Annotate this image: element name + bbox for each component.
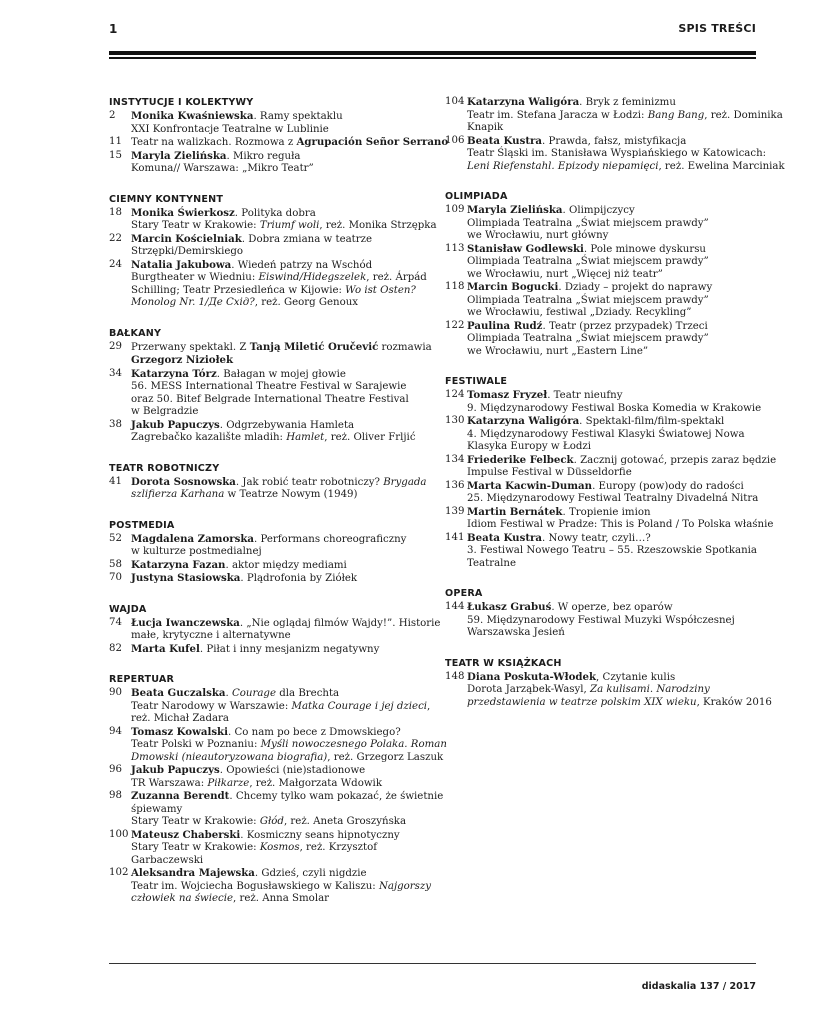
section-title: POSTMEDIA bbox=[109, 519, 175, 531]
toc-column-left bbox=[109, 96, 449, 923]
entry-text bbox=[131, 617, 440, 643]
toc-entry bbox=[109, 559, 431, 573]
toc-section bbox=[109, 603, 441, 657]
toc-section bbox=[109, 193, 437, 310]
entry-text bbox=[131, 829, 431, 868]
section-title: TEATR W KSIĄŻKACH bbox=[445, 657, 562, 669]
entry-page-number: 139 bbox=[445, 505, 465, 517]
entry-text bbox=[467, 480, 759, 506]
entry-text bbox=[467, 281, 759, 320]
toc-section bbox=[109, 96, 449, 176]
toc-entry bbox=[109, 725, 447, 765]
entry-line: Martin Bernátek. Tropienie imion bbox=[467, 505, 651, 518]
entry-text bbox=[467, 454, 776, 480]
entry-line: w Belgradzie bbox=[131, 406, 199, 417]
entry-line: Knapik bbox=[467, 122, 504, 133]
entry-line: Burgtheater w Wiedniu: Eiswind/Hidegszelek, reż. Árpád bbox=[131, 272, 427, 283]
entry-text bbox=[467, 204, 759, 243]
entry-line: człowiek na świecie, reż. Anna Smolar bbox=[131, 893, 330, 904]
entry-line: Strzępki/Demirskiego bbox=[131, 246, 244, 257]
entry-line: Dmowski (nieautoryzowana biografia), reż. Grzegorz Laszuk bbox=[131, 751, 444, 763]
section-title: FESTIWALE bbox=[445, 376, 508, 387]
entry-line: Dorota Jarząbek-Wasyl, Za kulisami. Narodziny bbox=[467, 684, 710, 695]
entry-page-number: 118 bbox=[445, 281, 465, 292]
page-number: 1 bbox=[109, 22, 118, 36]
toc-section bbox=[445, 190, 759, 358]
entry-text bbox=[131, 790, 443, 829]
entry-line: we Wrocławiu, nurt „Eastern Line” bbox=[467, 345, 649, 357]
entry-line: Marcin Bogucki. Dziady – projekt do naprawy bbox=[467, 281, 713, 293]
entry-line: Aleksandra Majewska. Gdzieś, czyli nigdzie bbox=[131, 867, 367, 879]
entry-page-number: 130 bbox=[445, 415, 465, 426]
entry-line: Warszawska Jesień bbox=[467, 627, 565, 638]
entry-line: Paulina Rudź. Teatr (przez przypadek) Trzeci bbox=[467, 319, 708, 332]
entry-line: przedstawienia w teatrze polskim XIX wieku, Kraków 2016 bbox=[467, 696, 772, 708]
toc-entry bbox=[445, 204, 759, 243]
entry-page-number: 15 bbox=[109, 149, 122, 161]
toc-entry bbox=[109, 867, 431, 906]
toc-entry bbox=[445, 320, 759, 359]
entry-page-number: 70 bbox=[109, 572, 122, 583]
entry-text bbox=[467, 601, 759, 640]
entry-text bbox=[131, 867, 431, 906]
entry-text bbox=[467, 532, 759, 571]
entry-line: reż. Michał Zadara bbox=[131, 713, 230, 724]
toc-entry bbox=[109, 616, 441, 643]
entry-text bbox=[467, 96, 783, 135]
entry-page-number: 144 bbox=[445, 601, 465, 612]
toc-entry bbox=[109, 150, 431, 176]
entry-page-number: 58 bbox=[109, 558, 122, 570]
entry-line: Katarzyna Tórz. Bałagan w mojej głowie bbox=[131, 367, 346, 380]
footer-journal-issue: didaskalia 137 / 2017 bbox=[641, 981, 756, 992]
entry-line: małe, krytyczne i alternatywne bbox=[131, 630, 291, 641]
toc-entry bbox=[445, 415, 759, 454]
entry-page-number: 134 bbox=[445, 453, 465, 465]
toc-section bbox=[445, 96, 785, 173]
toc-entry bbox=[109, 136, 449, 150]
entry-line: Zagrebačko kazalište mladih: Hamlet, reż. Oliver Frljić bbox=[131, 432, 416, 443]
toc-entry bbox=[445, 389, 762, 415]
entry-line: Komuna// Warszawa: „Mikro Teatr” bbox=[131, 163, 314, 174]
entry-line: Marta Kufel. Piłat i inny mesjanizm negatywny bbox=[131, 642, 380, 655]
entry-page-number: 141 bbox=[445, 531, 465, 543]
entry-line: Garbaczewski bbox=[131, 854, 204, 866]
header-rule-thin bbox=[109, 57, 756, 59]
entry-line: Leni Riefenstahl. Epizody niepamięci, reż. Ewelina Marciniak bbox=[467, 160, 785, 172]
entry-text bbox=[467, 243, 759, 282]
entry-text bbox=[131, 559, 431, 573]
entry-text bbox=[131, 110, 431, 136]
entry-page-number: 104 bbox=[445, 96, 465, 107]
toc-entry bbox=[445, 96, 783, 135]
entry-text bbox=[467, 415, 759, 454]
entry-page-number: 136 bbox=[445, 479, 465, 491]
entry-text bbox=[131, 572, 431, 586]
toc-entry bbox=[109, 829, 431, 868]
entry-line: Beata Guczalska. Courage dla Brechta bbox=[131, 687, 340, 699]
section-title: OLIMPIADA bbox=[445, 191, 508, 202]
entry-line: Monika Kwaśniewska. Ramy spektaklu bbox=[131, 110, 343, 122]
toc-entry bbox=[445, 453, 777, 480]
entry-page-number: 109 bbox=[445, 204, 465, 215]
entry-line: Łucja Iwanczewska. „Nie oglądaj filmów Wajdy!”. Historie bbox=[131, 616, 441, 629]
section-title: TEATR ROBOTNICZY bbox=[109, 462, 220, 474]
entry-line: Friederike Felbeck. Zacznij gotować, przepis zaraz będzie bbox=[467, 453, 777, 466]
entry-line: śpiewamy bbox=[131, 803, 183, 815]
entry-page-number: 98 bbox=[109, 790, 122, 801]
entry-line: XXI Konfrontacje Teatralne w Lublinie bbox=[131, 123, 329, 135]
toc-entry bbox=[445, 505, 774, 532]
entry-line: 59. Międzynarodowy Festiwal Muzyki Współczesnej bbox=[467, 614, 735, 626]
entry-text bbox=[131, 643, 431, 657]
entry-line: 3. Festiwal Nowego Teatru – 55. Rzeszowskie Spotkania bbox=[467, 545, 758, 556]
entry-line: Stary Teatr w Krakowie: Kosmos, reż. Krzysztof bbox=[131, 842, 377, 853]
entry-line: 25. Międzynarodowy Festiwal Teatralny Divadelná Nitra bbox=[467, 493, 759, 504]
section-title: REPERTUAR bbox=[109, 674, 175, 685]
entry-text bbox=[131, 150, 431, 176]
toc-entry bbox=[109, 233, 431, 259]
entry-page-number: 22 bbox=[109, 232, 122, 244]
section-title: INSTYTUCJE I KOLEKTYWY bbox=[109, 97, 254, 108]
entry-line: Stary Teatr w Krakowie: Głód, reż. Aneta Groszyńska bbox=[131, 816, 407, 827]
entry-line: 4. Międzynarodowy Festiwal Klasyki Światowej Nowa bbox=[467, 428, 745, 440]
entry-line: Olimpiada Teatralna „Świat miejscem prawdy” bbox=[467, 333, 709, 344]
entry-line: Teatralne bbox=[467, 557, 516, 569]
toc-section bbox=[445, 657, 772, 710]
entry-page-number: 11 bbox=[109, 136, 122, 147]
section-title: WAJDA bbox=[109, 603, 147, 615]
entry-text bbox=[131, 476, 431, 502]
toc-entry bbox=[109, 206, 437, 233]
entry-line: Stanisław Godlewski. Pole minowe dyskursu bbox=[467, 242, 706, 255]
entry-line: Beata Kustra. Prawda, fałsz, mistyfikacja bbox=[467, 134, 687, 147]
entry-page-number: 29 bbox=[109, 340, 122, 352]
entry-line: Tomasz Kowalski. Co nam po bece z Dmowskiego? bbox=[131, 725, 401, 738]
entry-line: Marta Kacwin-Duman. Europy (pow)ody do radości bbox=[467, 479, 744, 492]
entry-text bbox=[467, 389, 761, 415]
toc-section bbox=[445, 587, 759, 640]
entry-page-number: 24 bbox=[109, 258, 122, 270]
toc-column-right bbox=[445, 96, 785, 726]
entry-text bbox=[131, 259, 431, 310]
entry-text bbox=[467, 506, 773, 532]
entry-line: TR Warszawa: Piłkarze, reż. Małgorzata Wdowik bbox=[131, 777, 382, 789]
entry-line: 56. MESS International Theatre Festival w Sarajewie bbox=[131, 381, 407, 392]
entry-page-number: 122 bbox=[445, 319, 465, 331]
entry-page-number: 124 bbox=[445, 389, 465, 400]
entry-line: Maryla Zielińska. Olimpijczycy bbox=[467, 204, 635, 216]
entry-line: Justyna Stasiowska. Plądrofonia by Ziółek bbox=[131, 572, 358, 584]
entry-text bbox=[467, 320, 759, 359]
entry-line: Grzegorz Niziołek bbox=[131, 354, 234, 366]
toc-section bbox=[109, 673, 447, 906]
entry-page-number: 102 bbox=[109, 867, 129, 878]
entry-text bbox=[131, 233, 431, 259]
toc-entry bbox=[109, 687, 431, 726]
entry-line: oraz 50. Bitef Belgrade International Theatre Festival bbox=[131, 393, 409, 405]
entry-line: Łukasz Grabuś. W operze, bez oparów bbox=[467, 601, 673, 613]
entry-page-number: 82 bbox=[109, 642, 122, 654]
running-title: SPIS TREŚCI bbox=[678, 22, 756, 35]
toc-section bbox=[109, 327, 431, 445]
toc-entry bbox=[109, 572, 431, 586]
entry-line: Teatr Narodowy w Warszawie: Matka Courage i jej dzieci, bbox=[131, 700, 431, 712]
entry-line: Jakub Papuczys. Odgrzebywania Hamleta bbox=[131, 418, 355, 431]
entry-line: Olimpiada Teatralna „Świat miejscem prawdy” bbox=[467, 256, 709, 267]
toc-entry bbox=[109, 110, 431, 136]
section-title: BAŁKANY bbox=[109, 327, 162, 339]
entry-line: we Wrocławiu, festiwal „Dziady. Recykling” bbox=[467, 307, 692, 318]
entry-line: Klasyka Europy w Łodzi bbox=[467, 441, 591, 452]
entry-line: Impulse Festival w Düsseldorfie bbox=[467, 467, 632, 478]
entry-page-number: 96 bbox=[109, 764, 122, 775]
entry-page-number: 90 bbox=[109, 687, 122, 698]
toc-entry bbox=[109, 368, 431, 419]
entry-page-number: 106 bbox=[445, 134, 465, 146]
toc-entry bbox=[109, 790, 444, 829]
entry-line: Zuzanna Berendt. Chcemy tylko wam pokazać, że świetnie bbox=[131, 790, 444, 802]
entry-page-number: 52 bbox=[109, 532, 122, 544]
toc-section bbox=[109, 519, 431, 586]
entry-line: Marcin Kościelniak. Dobra zmiana w teatrze bbox=[131, 232, 373, 245]
entry-line: Monolog Nr. 1/Де Схід?, reż. Georg Genoux bbox=[131, 297, 359, 308]
section-title: CIEMNY KONTYNENT bbox=[109, 193, 224, 205]
entry-text bbox=[131, 136, 448, 150]
entry-line: Monika Świerkosz. Polityka dobra bbox=[131, 206, 316, 219]
entry-line: Magdalena Zamorska. Performans choreograficzny bbox=[131, 532, 407, 545]
entry-line: Katarzyna Fazan. aktor między mediami bbox=[131, 558, 347, 571]
entry-text bbox=[467, 671, 772, 710]
entry-line: Mateusz Chaberski. Kosmiczny seans hipnotyczny bbox=[131, 828, 400, 841]
entry-text bbox=[131, 419, 431, 445]
toc-entry bbox=[109, 476, 431, 502]
toc-entry bbox=[109, 764, 431, 790]
entry-line: w kulturze postmedialnej bbox=[131, 546, 262, 557]
entry-line: Beata Kustra. Nowy teatr, czyli…? bbox=[467, 531, 651, 544]
toc-entry bbox=[445, 243, 759, 282]
footer-rule bbox=[109, 963, 756, 964]
header-rule-thick bbox=[109, 51, 756, 55]
entry-line: Dorota Sosnowska. Jak robić teatr robotniczy? Brygada bbox=[131, 475, 427, 488]
toc-entry bbox=[109, 419, 431, 445]
entry-text bbox=[131, 533, 431, 559]
entry-page-number: 38 bbox=[109, 418, 122, 430]
entry-text bbox=[131, 726, 447, 765]
toc-entry bbox=[109, 643, 431, 657]
entry-line: Katarzyna Waligóra. Bryk z feminizmu bbox=[467, 96, 676, 108]
entry-page-number: 18 bbox=[109, 206, 122, 218]
entry-line: Przerwany spektakl. Z Tanją Miletić Oručević rozmawia bbox=[131, 340, 432, 353]
entry-line: we Wrocławiu, nurt główny bbox=[467, 230, 609, 241]
entry-line: Schilling; Teatr Przesiedleńca w Kijowie: Wo ist Osten? bbox=[131, 284, 416, 296]
toc-entry bbox=[445, 532, 759, 571]
toc-entry bbox=[109, 533, 431, 559]
entry-text bbox=[131, 341, 432, 368]
entry-line: Jakub Papuczys. Opowieści (nie)stadionowe bbox=[131, 764, 366, 776]
section-title: OPERA bbox=[445, 588, 483, 599]
entry-line: Maryla Zielińska. Mikro reguła bbox=[131, 149, 301, 162]
toc-entry bbox=[109, 341, 431, 368]
entry-text bbox=[131, 207, 437, 233]
entry-line: Tomasz Fryzeł. Teatr nieufny bbox=[467, 389, 623, 401]
entry-line: Katarzyna Waligóra. Spektakl-film/film-spektakl bbox=[467, 415, 725, 427]
entry-line: Diana Poskuta-Włodek, Czytanie kulis bbox=[467, 670, 676, 683]
toc-section bbox=[109, 462, 431, 502]
toc-entry bbox=[445, 281, 759, 320]
entry-line: szlifierza Karhana w Teatrze Nowym (1949) bbox=[131, 489, 358, 500]
entry-page-number: 34 bbox=[109, 367, 122, 379]
entry-page-number: 2 bbox=[109, 110, 116, 121]
entry-text bbox=[467, 135, 785, 174]
toc-entry bbox=[445, 601, 759, 640]
entry-line: Stary Teatr w Krakowie: Triumf woli, reż. Monika Strzępka bbox=[131, 220, 437, 231]
entry-line: 9. Międzynarodowy Festiwal Boska Komedia w Krakowie bbox=[467, 402, 762, 414]
toc-section bbox=[445, 375, 777, 570]
entry-line: Olimpiada Teatralna „Świat miejscem prawdy” bbox=[467, 217, 709, 229]
entry-page-number: 113 bbox=[445, 242, 465, 254]
entry-line: Teatr na walizkach. Rozmowa z Agrupación Señor Serrano bbox=[131, 136, 449, 148]
toc-entry bbox=[445, 480, 759, 506]
entry-line: Teatr Śląski im. Stanisława Wyspiańskiego w Katowicach: bbox=[467, 148, 767, 159]
toc-entry bbox=[445, 134, 785, 174]
entry-text bbox=[131, 368, 431, 419]
entry-page-number: 100 bbox=[109, 828, 129, 840]
entry-page-number: 94 bbox=[109, 725, 122, 737]
entry-text bbox=[131, 764, 431, 790]
entry-line: Olimpiada Teatralna „Świat miejscem prawdy” bbox=[467, 294, 709, 306]
entry-line: Teatr Polski w Poznaniu: Myśli nowoczesnego Polaka. Roman bbox=[131, 739, 447, 750]
entry-text bbox=[131, 687, 431, 726]
toc-entry bbox=[109, 259, 431, 310]
entry-line: we Wrocławiu, nurt „Więcej niż teatr” bbox=[467, 268, 663, 280]
entry-line: Idiom Festiwal w Pradze: This is Poland / To Polska właśnie bbox=[467, 519, 774, 530]
entry-page-number: 74 bbox=[109, 616, 122, 628]
entry-page-number: 41 bbox=[109, 475, 122, 487]
entry-page-number: 148 bbox=[445, 670, 465, 682]
entry-line: Teatr im. Wojciecha Bogusławskiego w Kaliszu: Najgorszy bbox=[131, 880, 431, 892]
entry-line: Natalia Jakubowa. Wiedeń patrzy na Wschód bbox=[131, 258, 373, 271]
entry-line: Teatr im. Stefana Jaracza w Łodzi: Bang Bang, reż. Dominika bbox=[467, 109, 783, 121]
toc-entry bbox=[445, 670, 772, 710]
